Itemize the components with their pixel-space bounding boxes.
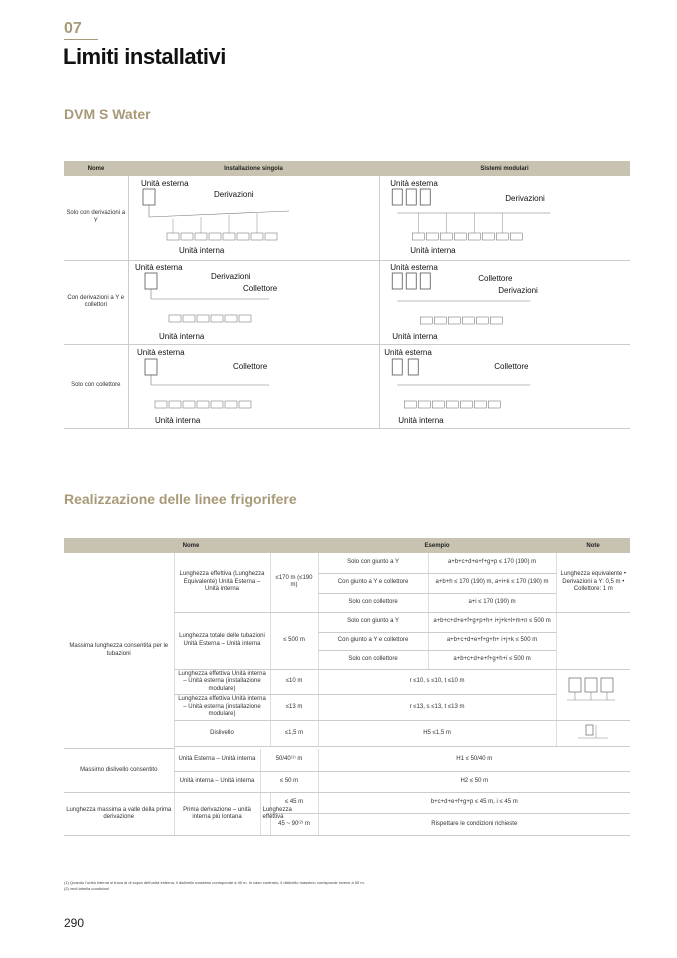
note-empty xyxy=(556,612,630,669)
modular-units-icon xyxy=(563,674,623,712)
section-number: 07 xyxy=(64,20,82,37)
col-single: Installazione singola xyxy=(128,161,379,176)
label-outdoor: Unità esterna xyxy=(140,178,189,188)
col-esempio: Esempio xyxy=(318,538,556,553)
note-modular-diagram xyxy=(556,669,630,720)
note-equivalent-length: Lunghezza equivalente • Derivazioni a Y: 0,5 m • Collettore: 1 m xyxy=(556,553,630,612)
diagram-single-c xyxy=(128,344,379,428)
table-row xyxy=(64,344,630,428)
label-height-diff: Dislivello xyxy=(174,720,270,747)
example-type: Con giunto a Y e collettore xyxy=(318,573,428,593)
label-indoor: Unità interna xyxy=(397,416,444,425)
footnote-1: (1) Quando l'unità interna si trova al di sopra dell'unità esterna, il dislivello massimo corrisponde a 40 m. In caso contrario, il dislivello massimo corrisponde invece a 50 m. xyxy=(64,880,365,885)
example-formula: a+b+c+d+e+f+g+h+i ≤ 500 m xyxy=(428,650,556,669)
example-formula: a+b+c+d+e+f+g+p+h+ i+j+k+l+m+n ≤ 500 m xyxy=(428,612,556,632)
piping-diagram xyxy=(380,261,631,343)
example-height-diff: H5 ≤1,5 m xyxy=(318,720,556,747)
page-number: 290 xyxy=(64,916,85,930)
example-outdoor-indoor: H1 ≤ 50/40 m xyxy=(318,749,630,772)
value-first-branch-2: 45 ~ 90⁽²⁾ m xyxy=(270,814,318,836)
example-modular-length-2: r ≤13, s ≤13, t ≤13 m xyxy=(318,695,556,721)
piping-diagram xyxy=(129,261,379,343)
label-indoor-indoor: Unità interna – Unità interna xyxy=(174,772,260,793)
col-modular: Sistemi modulari xyxy=(379,161,630,176)
footnote-2: (2) vedi tabella condizioni xyxy=(64,886,110,891)
label-outdoor: Unità esterna xyxy=(136,348,185,357)
diagram-single-y xyxy=(128,176,379,260)
label-effective-length: Lunghezza effettiva (Lunghezza Equivalente) Unità Esterna – Unità interna xyxy=(174,553,270,612)
piping-diagram xyxy=(129,345,379,427)
diagram-single-yc xyxy=(128,260,379,344)
example-modular-length: r ≤10, s ≤10, t ≤10 m xyxy=(318,669,556,695)
value-indoor-indoor: ≤ 50 m xyxy=(260,772,318,793)
diagram-modular-yc xyxy=(379,260,630,344)
height-diff-icon xyxy=(568,722,618,742)
label-modular-length: Lunghezza effettiva Unità interna – Unità esterna (installazione modulare) xyxy=(174,669,270,695)
example-formula: a+b+c+d+e+f+g+h+ i+j+k ≤ 500 m xyxy=(428,632,556,650)
label-collector: Collettore xyxy=(493,362,528,371)
diagram-modular-c xyxy=(379,344,630,428)
table-row xyxy=(64,260,630,344)
label-collector: Collettore xyxy=(477,274,512,283)
label-indoor: Unità interna xyxy=(154,416,200,425)
example-formula: a+b+c+d+e+f+g+p ≤ 170 (190) m xyxy=(428,553,556,573)
example-first-branch-2: Rispettare le condizioni richieste xyxy=(318,814,630,836)
row-name: Solo con derivazioni a Y xyxy=(64,176,128,260)
value-modular-length: ≤10 m xyxy=(270,669,318,695)
col-note: Note xyxy=(556,538,630,553)
col-nome: Nome xyxy=(64,538,318,553)
value-effective-length: ≤170 m (≤190 m) xyxy=(270,553,318,612)
example-type: Solo con giunto a Y xyxy=(318,612,428,632)
diagram-modular-y xyxy=(379,176,630,260)
value-modular-length-2: ≤13 m xyxy=(270,695,318,721)
label-first-branch: Prima derivazione – unità interna più lontana xyxy=(174,793,260,836)
example-type: Solo con collettore xyxy=(318,650,428,669)
label-collector: Collettore xyxy=(232,362,267,371)
label-effective: Lunghezza effettiva xyxy=(260,793,270,836)
label-branches: Derivazioni xyxy=(213,189,254,199)
label-outdoor: Unità esterna xyxy=(383,348,432,357)
group-max-length: Massima lunghezza consentita per le tubazioni xyxy=(64,553,174,749)
example-type: Solo con giunto a Y xyxy=(318,553,428,573)
piping-diagram xyxy=(380,177,631,259)
group-after-branch: Lunghezza massima a valle della prima derivazione xyxy=(64,793,174,836)
label-total-length: Lunghezza totale delle tubazioni Unità Esterna – Unità interna xyxy=(174,612,270,669)
group-max-height: Massimo dislivello consentito xyxy=(64,749,174,793)
row-name: Con derivazioni a Y e collettori xyxy=(64,260,128,344)
label-indoor: Unità interna xyxy=(409,245,456,255)
table-row xyxy=(64,176,630,260)
value-first-branch-1: ≤ 45 m xyxy=(270,793,318,814)
example-formula: a+i ≤ 170 (190) m xyxy=(428,593,556,612)
refrigerant-lines-table xyxy=(64,538,630,836)
example-indoor-indoor: H2 ≤ 50 m xyxy=(318,772,630,793)
label-indoor: Unità interna xyxy=(178,245,224,255)
installation-table xyxy=(64,161,630,429)
section-underline xyxy=(64,39,98,40)
label-outdoor-indoor: Unità Esterna – Unità interna xyxy=(174,749,260,772)
example-type: Con giunto a Y e collettore xyxy=(318,632,428,650)
value-outdoor-indoor: 50/40⁽¹⁾ m xyxy=(260,749,318,772)
label-indoor: Unità interna xyxy=(391,332,438,341)
value-total-length: ≤ 500 m xyxy=(270,612,318,669)
value-height-diff: ≤1,5 m xyxy=(270,720,318,747)
label-outdoor: Unità esterna xyxy=(134,263,183,272)
label-outdoor: Unità esterna xyxy=(389,178,438,188)
example-type: Solo con collettore xyxy=(318,593,428,612)
row-name: Solo con collettore xyxy=(64,344,128,428)
piping-diagram xyxy=(380,345,631,427)
page-title: Limiti installativi xyxy=(63,44,226,69)
col-nome: Nome xyxy=(64,161,128,176)
label-branches: Derivazioni xyxy=(210,272,251,281)
label-indoor: Unità interna xyxy=(158,332,204,341)
example-first-branch-1: b+c+d+e+f+g+p ≤ 45 m, i ≤ 45 m xyxy=(318,793,630,814)
label-collector: Collettore xyxy=(242,284,277,293)
label-branches: Derivazioni xyxy=(504,193,545,203)
section-title-dvm: DVM S Water xyxy=(64,106,151,122)
piping-diagram xyxy=(129,177,379,259)
label-branches: Derivazioni xyxy=(497,286,538,295)
example-formula: a+b+h ≤ 170 (190) m, a+i+k ≤ 170 (190) m xyxy=(428,573,556,593)
section-title-lines: Realizzazione delle linee frigorifere xyxy=(64,491,297,507)
note-height-diagram xyxy=(556,720,630,747)
label-outdoor: Unità esterna xyxy=(389,263,438,272)
label-modular-length-2: Lunghezza effettiva Unità interna – Unità esterna (installazione modulare) xyxy=(174,695,270,721)
